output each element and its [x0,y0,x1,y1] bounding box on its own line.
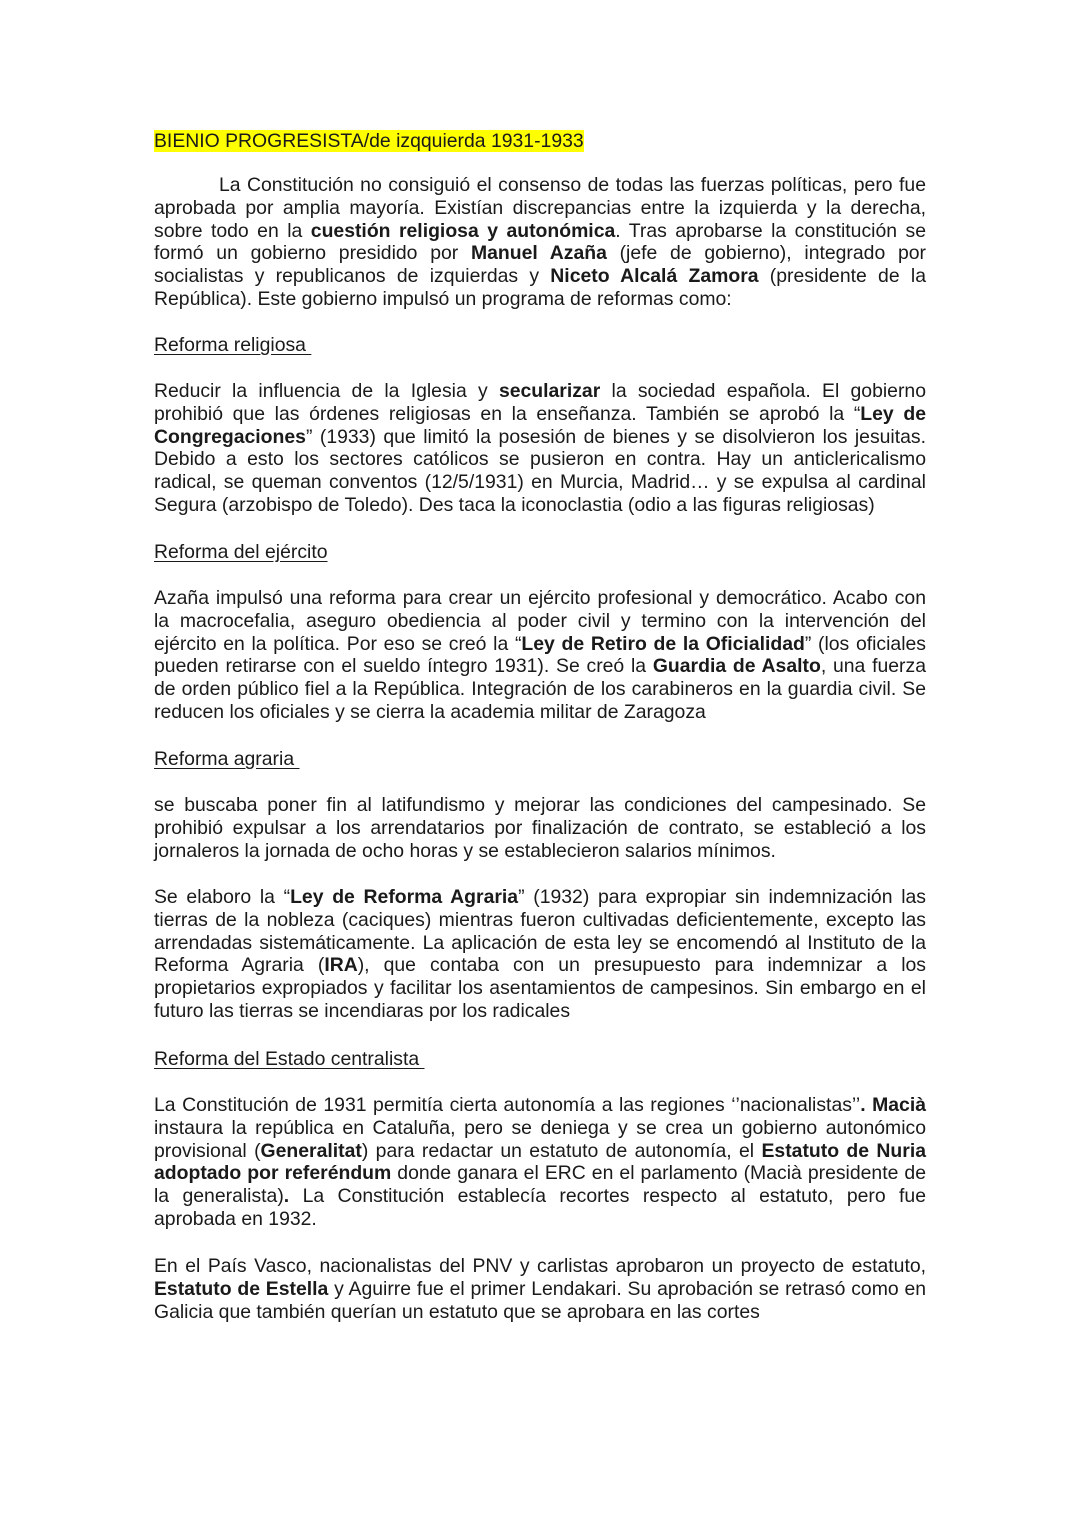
bold-text: Ley de Reforma Agraria [290,886,519,908]
text-run: . Tras aprobarse la constitución se formó un gobierno presidido por [154,219,926,265]
section-paragraph-estado-1 [154,1094,926,1231]
text-run: Reducir la influencia de la Iglesia y [154,380,499,402]
document-title: BIENIO PROGRESISTA/de izqquierda 1931-1933 [154,130,584,152]
text-run: (presidente de la República). Este gobierno impulsó un programa de reformas como: [154,265,926,310]
intro-paragraph [154,174,926,311]
heading-text: Reforma agraria [154,748,300,770]
bold-text: Ley de Retiro de la Oficialidad [521,632,805,655]
text-run: ” (1933) que limitó la posesión de bienes y se disolvieron los jesuitas. Debido a esto los sectores católicos se pusieron en contra. Hay un anticlericalismo radical, se queman conventos (12/5/1931) en Murcia, Madrid… y se expulsa al cardinal Segura (arzobispo de Toledo). Des taca la iconoclastia (odio a las figuras religiosas) [154,425,926,516]
title-line [154,130,926,153]
section-paragraph-agraria-2 [154,886,926,1023]
section-paragraph-agraria-1 [154,794,926,862]
bold-text: Niceto Alcalá Zamora [550,265,759,288]
text-run: En el País Vasco, nacionalistas del PNV y carlistas aprobaron un proyecto de estatuto, [154,1255,926,1277]
bold-text: Estatuto de Estella [154,1277,329,1300]
text-run: y Aguirre fue el primer Lendakari. Su aprobación se retrasó como en Galicia que también querían un estatuto que se aprobara en las cortes [154,1277,927,1323]
bold-text: Manuel Azaña [470,242,607,265]
bold-text: IRA [324,954,358,977]
bold-text: Ley de Congregaciones [154,402,926,448]
bold-text: Guardia de Asalto [652,655,821,678]
text-run: instaura la república en Cataluña, pero se deniega y se crea un gobierno autonómico provisional ( [154,1116,926,1162]
bold-text: . [283,1185,290,1208]
text-run: , una fuerza de orden público fiel a la República. Integración de los carabineros en la guardia civil. Se reducen los oficiales y se cierra la academia militar de Zaragoza [154,655,926,723]
text-run: ” (los oficiales pueden retirarse con el sueldo íntegro 1931). Se creó la [154,632,926,678]
bold-text: secularizar [498,380,601,402]
text-run: ” (1932) para expropiar sin indemnización las tierras de la nobleza (caciques) mientras fueron cultivadas deficientemente, excepto las arrendadas sistemáticamente. La aplicación de esta ley se encomendó al Instituto de la Reforma Agraria ( [154,886,926,977]
bold-text: cuestión religiosa y autonómica [310,219,616,242]
heading-text: Reforma del Estado centralista [154,1048,425,1070]
text-run: La Constitución no consiguió el consenso de todas las fuerzas políticas, pero fue aprobada por amplia mayoría. Existían discrepancias entre la izquierda y la derecha, sobre todo en la [154,174,926,242]
text-run: se buscaba poner fin al latifundismo y mejorar las condiciones del campesinado. Se prohibió expulsar a los arrendatarios por finalización de contrato, se estableció a los jornaleros la jornada de ocho horas y se establecieron salarios mínimos. [154,794,926,862]
section-paragraph-religiosa [154,380,926,517]
bold-text: Generalitat [260,1139,362,1162]
section-heading-estado [154,1048,926,1071]
bold-text: . Macià [860,1094,927,1116]
section-heading-ejercito [154,541,926,564]
text-run: Se elaboro la “ [154,886,291,908]
section-heading-religiosa [154,334,926,357]
text-run: (jefe de gobierno), integrado por socialistas y republicanos de izquierdas y [154,242,926,288]
section-paragraph-ejercito [154,587,926,724]
text-run: ) para redactar un estatuto de autonomía, el [361,1139,762,1162]
section-paragraph-estado-2 [154,1255,926,1323]
heading-text: Reforma del ejército [154,541,328,563]
text-run: ), que contaba con un presupuesto para indemnizar a los propietarios expropiados y facilitar los asentamientos de campesinos. Sin embargo en el futuro las tierras se incendiaras por los radicales [154,954,926,1022]
text-run: La Constitución de 1931 permitía cierta autonomía a las regiones ‘’nacionalistas’’ [154,1094,861,1116]
text-run: Azaña impulsó una reforma para crear un ejército profesional y democrático. Acabo con la macrocefalia, aseguro obediencia al poder civil y termino con la intervención del ejército en la política. Por eso se creó la “ [154,587,926,655]
text-run: donde ganara el ERC en el parlamento (Macià presidente de la generalista) [154,1162,926,1208]
bold-text: Estatuto de Nuria adoptado por referéndum [154,1139,926,1185]
text-run: La Constitución establecía recortes respecto al estatuto, pero fue aprobada en 1932. [154,1185,926,1230]
section-heading-agraria [154,748,926,771]
text-run: la sociedad española. El gobierno prohibió que las órdenes religiosas en la enseñanza. También se aprobó la “ [154,380,926,425]
heading-text: Reforma religiosa [154,334,312,356]
